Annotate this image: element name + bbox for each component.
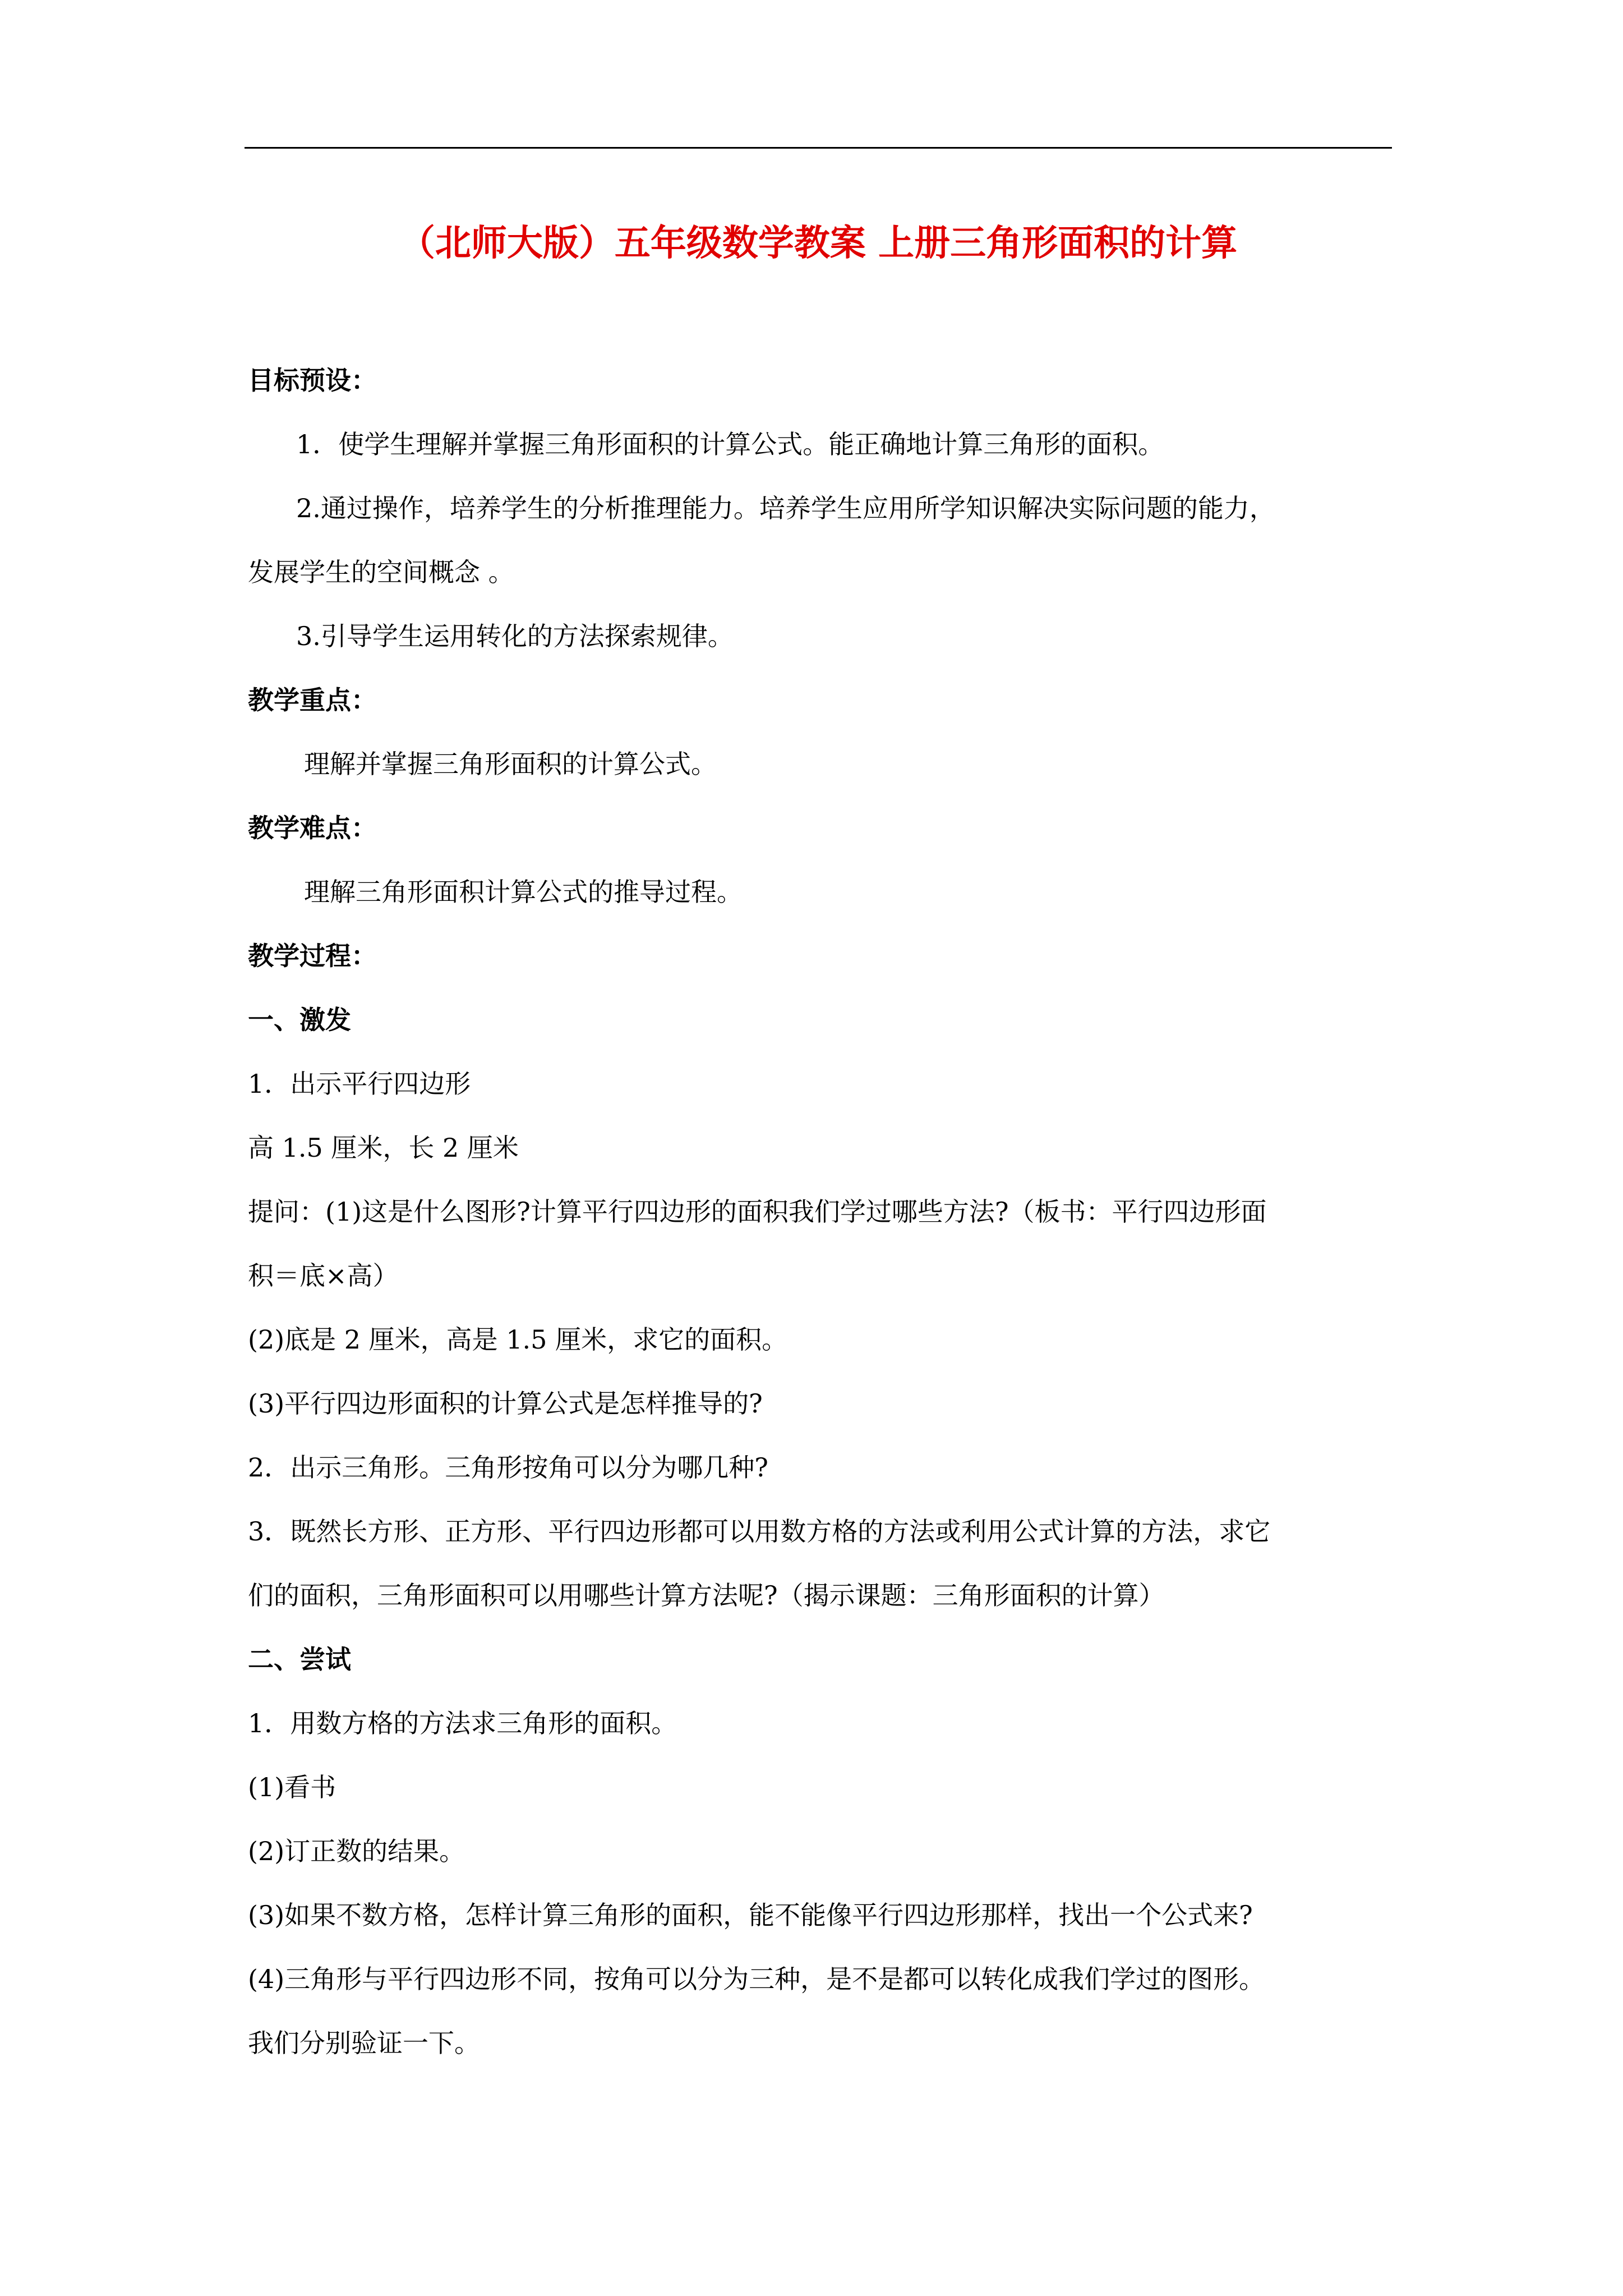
difficulty-text: 理解三角形面积计算公式的推导过程。 [304,877,743,907]
paragraph-line: 1．用数方格的方法求三角形的面积。 [248,1708,677,1738]
paragraph-line: 2．出示三角形。三角形按角可以分为哪几种? [248,1452,768,1483]
paragraph-line: 1．出示平行四边形 [248,1069,471,1099]
paragraph-line: 提问：(1)这是什么图形?计算平行四边形的面积我们学过哪些方法?（板书：平行四边形面 [248,1197,1267,1227]
paragraph-line: (2)底是 2 厘米，高是 1.5 厘米，求它的面积。 [248,1324,788,1355]
goal-item-2-continued: 发展学生的空间概念 。 [248,557,514,587]
section-heading-process: 教学过程： [248,941,377,971]
paragraph-line: (4)三角形与平行四边形不同，按角可以分为三种，是不是都可以转化成我们学过的图形。 [248,1964,1265,1994]
document-title: （北师大版）五年级数学教案 上册三角形面积的计算 [399,223,1238,264]
paragraph-line: (1)看书 [248,1772,336,1802]
header-rule [245,147,1392,149]
paragraph-line: 高 1.5 厘米，长 2 厘米 [248,1133,519,1163]
paragraph-line: (3)平行四边形面积的计算公式是怎样推导的? [248,1388,763,1419]
paragraph-line: 积＝底×高） [248,1260,399,1291]
goal-item-2: 2.通过操作，培养学生的分析推理能力。培养学生应用所学知识解决实际问题的能力， [296,493,1275,523]
paragraph-line: (2)订正数的结果。 [248,1836,465,1866]
section-heading-key-points: 教学重点： [248,685,377,715]
goal-item-3: 3.引导学生运用转化的方法探索规律。 [296,621,734,651]
step-heading-try: 二、尝试 [248,1644,351,1674]
section-heading-difficulty: 教学难点： [248,813,377,843]
section-heading-goals: 目标预设： [248,365,377,395]
goal-item-1: 1．使学生理解并掌握三角形面积的计算公式。能正确地计算三角形的面积。 [296,429,1164,459]
step-heading-stimulate: 一、激发 [248,1005,351,1035]
key-point-text: 理解并掌握三角形面积的计算公式。 [304,749,717,779]
paragraph-line: 我们分别验证一下。 [248,2028,480,2058]
paragraph-line: 3．既然长方形、正方形、平行四边形都可以用数方格的方法或利用公式计算的方法，求它 [248,1516,1271,1547]
paragraph-line: 们的面积，三角形面积可以用哪些计算方法呢?（揭示课题：三角形面积的计算） [248,1580,1165,1611]
paragraph-line: (3)如果不数方格，怎样计算三角形的面积，能不能像平行四边形那样，找出一个公式来? [248,1900,1253,1930]
